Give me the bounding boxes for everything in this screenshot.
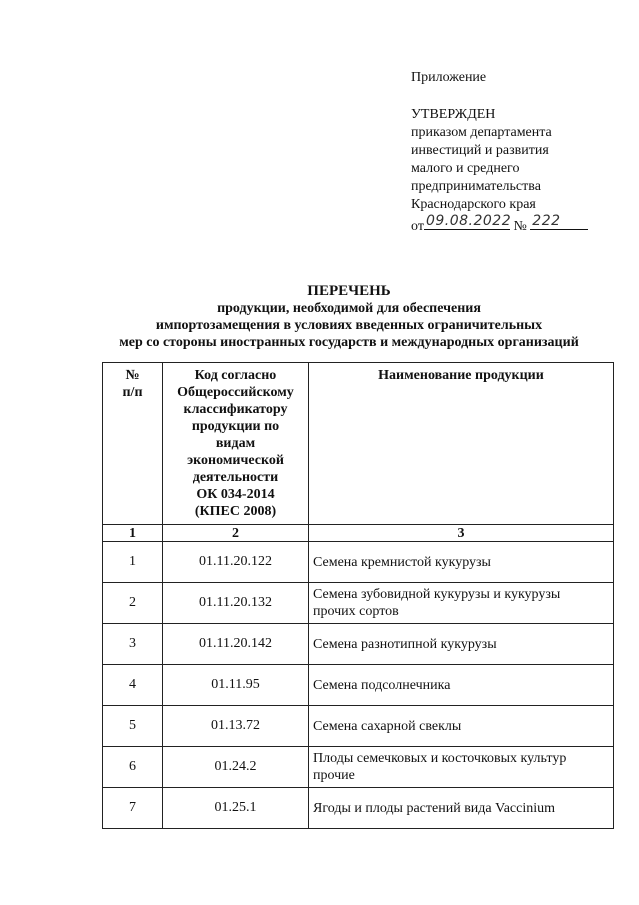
row-code: 01.11.20.122	[163, 542, 309, 583]
row-name	[309, 624, 614, 665]
row-name	[309, 665, 614, 706]
table-row	[103, 747, 614, 788]
header-index	[103, 363, 163, 525]
doc-date-field	[424, 214, 510, 230]
document-title	[80, 283, 618, 351]
row-name-line: Ягоды и плоды растений вида Vaccinium	[313, 800, 555, 816]
row-name-line: Семена сахарной свеклы	[313, 718, 462, 734]
approved-line: малого и среднего	[411, 161, 520, 176]
row-index: 1	[103, 542, 163, 583]
table-row	[103, 624, 614, 665]
row-name	[309, 706, 614, 747]
title-line: импортозамещения в условиях введенных ограничительных	[155, 318, 543, 333]
row-index: 7	[103, 788, 163, 829]
header-line: п/п	[122, 385, 143, 400]
handwritten-date: 09.08.2022	[425, 213, 512, 229]
row-name-line: прочих сортов	[313, 604, 399, 619]
header-line: деятельности	[192, 470, 279, 485]
header-line: видам	[215, 436, 256, 451]
approved-title: УТВЕРЖДЕН	[411, 107, 496, 122]
table-header-row	[103, 363, 614, 525]
row-index: 4	[103, 665, 163, 706]
number-label: №	[513, 219, 527, 234]
row-name	[309, 788, 614, 829]
header-line: продукции по	[191, 419, 280, 434]
approval-block	[411, 106, 588, 236]
column-number: 1	[103, 525, 163, 542]
row-name	[309, 542, 614, 583]
row-code: 01.24.2	[163, 747, 309, 788]
products-table	[102, 362, 614, 829]
row-code: 01.11.20.132	[163, 583, 309, 624]
header-line: Код согласно	[194, 368, 277, 383]
table-row	[103, 542, 614, 583]
header-line: экономической	[187, 453, 284, 468]
approved-line: инвестиций и развития	[411, 143, 549, 158]
column-number: 3	[309, 525, 614, 542]
row-name-line: Семена зубовидной кукурузы и кукурузы	[313, 587, 561, 602]
date-number-line	[411, 214, 588, 236]
row-name-line: Семена разнотипной кукурузы	[313, 636, 497, 652]
doc-number-field	[530, 214, 588, 230]
row-code: 01.13.72	[163, 706, 309, 747]
header-line: ОК 034-2014	[196, 487, 275, 502]
row-name-line: прочие	[313, 768, 355, 783]
column-number: 2	[163, 525, 309, 542]
table-row	[103, 583, 614, 624]
from-label: от	[411, 219, 424, 234]
row-index: 5	[103, 706, 163, 747]
title-heading: ПЕРЕЧЕНЬ	[307, 283, 391, 299]
row-name	[309, 747, 614, 788]
header-name: Наименование продукции	[309, 363, 614, 525]
approved-line: предпринимательства	[411, 179, 541, 194]
title-line: мер со стороны иностранных государств и международных организаций	[119, 335, 579, 350]
title-line: продукции, необходимой для обеспечения	[217, 301, 481, 316]
row-code: 01.25.1	[163, 788, 309, 829]
approved-line: Краснодарского края	[411, 197, 536, 212]
row-name-line: Плоды семечковых и косточковых культур	[313, 751, 567, 766]
appendix-label: Приложение	[411, 70, 487, 85]
row-code: 01.11.95	[163, 665, 309, 706]
header-line: классификатору	[183, 402, 288, 417]
row-name-line: Семена подсолнечника	[313, 677, 451, 693]
table-row	[103, 788, 614, 829]
row-index: 2	[103, 583, 163, 624]
row-name	[309, 583, 614, 624]
header-line: Общероссийскому	[177, 385, 294, 400]
header-line: (КПЕС 2008)	[194, 504, 277, 519]
row-code: 01.11.20.142	[163, 624, 309, 665]
table-row	[103, 706, 614, 747]
row-index: 6	[103, 747, 163, 788]
column-number-row	[103, 525, 614, 542]
header-line: №	[125, 368, 140, 383]
row-index: 3	[103, 624, 163, 665]
table-row	[103, 665, 614, 706]
approved-line: приказом департамента	[411, 125, 552, 140]
row-name-line: Семена кремнистой кукурузы	[313, 554, 491, 570]
handwritten-number: 222	[532, 213, 561, 229]
header-code	[163, 363, 309, 525]
